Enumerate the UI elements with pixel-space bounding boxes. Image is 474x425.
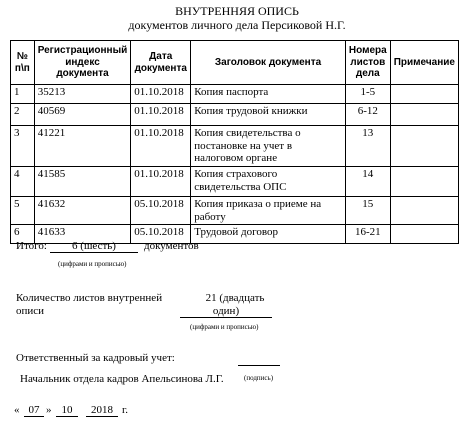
total-hint: (цифрами и прописью): [58, 260, 127, 268]
cell-number: 1: [11, 85, 35, 104]
sheets-count-hint: (цифрами и прописью): [190, 323, 259, 331]
date-close-quote: »: [46, 404, 52, 416]
cell-note: [390, 126, 458, 167]
cell-number: 3: [11, 126, 35, 167]
cell-date: 01.10.2018: [131, 166, 191, 196]
document-subtitle: документов личного дела Персиковой Н.Г.: [128, 18, 346, 32]
cell-note: [390, 104, 458, 126]
col-header-sheets: Номера листов дела: [345, 41, 390, 85]
document-title: ВНУТРЕННЯЯ ОПИСЬ: [175, 4, 299, 18]
cell-index: 41633: [34, 225, 131, 244]
date-month: 10: [56, 404, 78, 417]
cell-index: 41632: [34, 196, 131, 224]
responsible-label: Ответственный за кадровый учет:: [16, 352, 175, 364]
signature-line: [238, 365, 280, 366]
cell-number: 4: [11, 166, 35, 196]
sheets-count-label-line1: Количество листов внутренней: [16, 292, 163, 304]
cell-date: 01.10.2018: [131, 104, 191, 126]
table-row: [11, 166, 459, 196]
date-open-quote: «: [14, 404, 20, 416]
sheets-count-value-line2: один): [180, 305, 272, 318]
cell-number: 5: [11, 196, 35, 224]
cell-note: [390, 166, 458, 196]
date-day: 07: [24, 404, 44, 417]
table-row: [11, 196, 459, 224]
table-row: [11, 85, 459, 104]
col-header-number: № п\п: [11, 41, 35, 85]
cell-date: 05.10.2018: [131, 225, 191, 244]
cell-title: Копия паспорта: [191, 85, 346, 104]
cell-number: 6: [11, 225, 35, 244]
total-label: Итого:: [16, 240, 47, 252]
cell-note: [390, 196, 458, 224]
inventory-table: [10, 40, 459, 244]
cell-title: Трудовой договор: [191, 225, 346, 244]
cell-title: Копия страхового свидетельства ОПС: [191, 166, 346, 196]
cell-sheets: 14: [345, 166, 390, 196]
cell-date: 05.10.2018: [131, 196, 191, 224]
cell-note: [390, 225, 458, 244]
total-unit: документов: [144, 240, 199, 252]
signature-hint: (подпись): [244, 374, 274, 382]
sheets-count-value-line1: 21 (двадцать: [205, 292, 265, 304]
cell-sheets: 16-21: [345, 225, 390, 244]
date-suffix: г.: [122, 404, 129, 416]
table-row: [11, 104, 459, 126]
total-value: 6 (шесть): [50, 240, 138, 253]
cell-date: 01.10.2018: [131, 126, 191, 167]
cell-index: 41585: [34, 166, 131, 196]
cell-sheets: 6-12: [345, 104, 390, 126]
cell-title: Копия трудовой книжки: [191, 104, 346, 126]
responsible-person: Начальник отдела кадров Апельсинова Л.Г.: [20, 373, 224, 385]
cell-index: 41221: [34, 126, 131, 167]
col-header-date: Дата документа: [131, 41, 191, 85]
cell-sheets: 1-5: [345, 85, 390, 104]
cell-sheets: 13: [345, 126, 390, 167]
col-header-index: Регистрационный индекс документа: [34, 41, 131, 85]
cell-note: [390, 85, 458, 104]
cell-index: 40569: [34, 104, 131, 126]
col-header-note: Примечание: [390, 41, 458, 85]
table-row: [11, 126, 459, 167]
cell-index: 35213: [34, 85, 131, 104]
sheets-count-label-line2: описи: [16, 305, 45, 317]
col-header-title: Заголовок документа: [191, 41, 346, 85]
cell-title: Копия свидетельства о постановке на учет в налоговом органе: [191, 126, 346, 167]
cell-title: Копия приказа о приеме на работу: [191, 196, 346, 224]
cell-sheets: 15: [345, 196, 390, 224]
date-year: 2018: [86, 404, 118, 417]
cell-date: 01.10.2018: [131, 85, 191, 104]
cell-number: 2: [11, 104, 35, 126]
